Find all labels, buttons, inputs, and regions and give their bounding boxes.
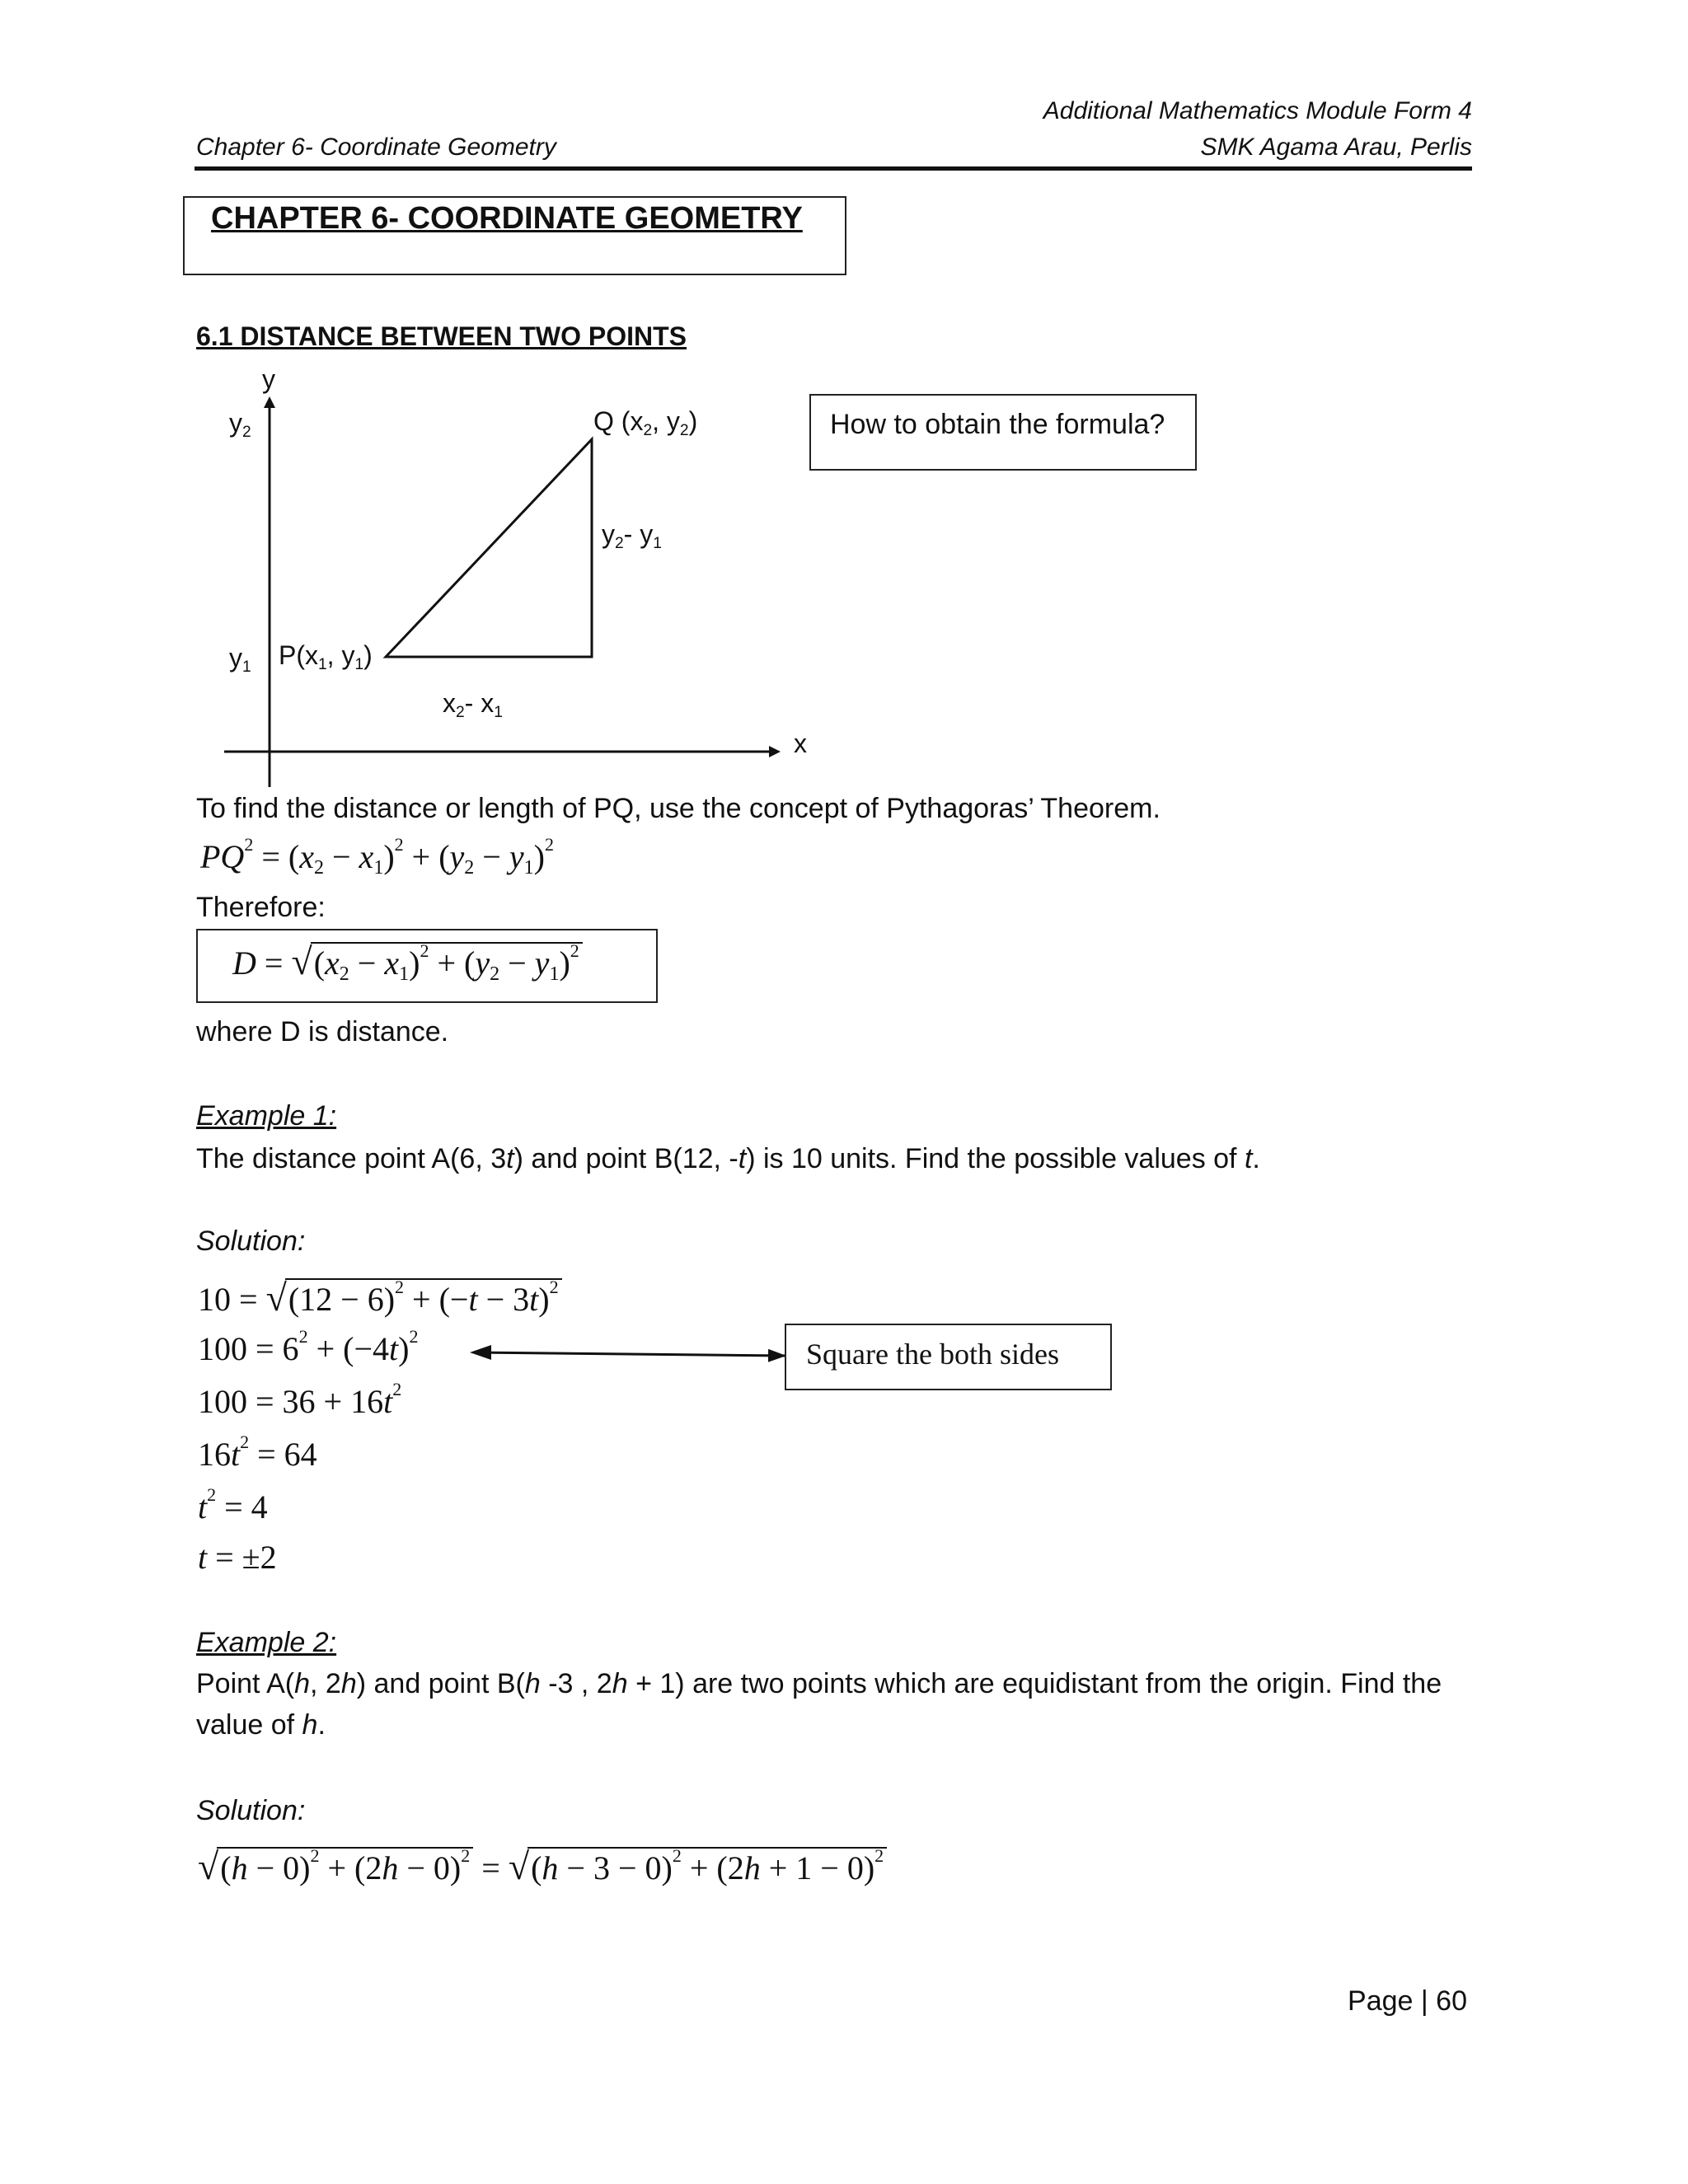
formula-question: How to obtain the formula?	[830, 409, 1165, 440]
example1-step1: $10 = √(12 - 6)^2 + (-t - 3t)^2$	[198, 1276, 562, 1319]
point-p-label: $P(x_1$, $y_1$)	[279, 640, 373, 673]
pq-squared-formula: $PQ^2 = (x_2 - x_1)^2 + (y_2 - y_1)^2$	[200, 834, 554, 879]
example2-label: Example 2:	[196, 1627, 337, 1658]
point-q-label: Q ($x_2$, $y_2$)	[593, 406, 698, 439]
example2-solution-label: Solution:	[196, 1795, 306, 1826]
y-axis-label: y	[262, 364, 275, 394]
example1-step5: $t^2 = 4$	[198, 1484, 268, 1526]
school-name: SMK Agama Arau, Perlis	[1200, 134, 1472, 161]
x-axis-label: x	[794, 729, 807, 758]
page-number: Page | 60	[1348, 1985, 1467, 2017]
note-text: Square the both sides	[806, 1338, 1059, 1371]
example1-step4: $16t^2 = 64$	[198, 1432, 317, 1473]
therefore-text: Therefore:	[196, 892, 326, 923]
module-title: Additional Mathematics Module Form 4	[1043, 97, 1472, 124]
dy-label: $y_2-$ $y_1$	[602, 519, 662, 552]
example1-label: Example 1:	[196, 1100, 337, 1132]
example1-step3: $100 = 36 + 16t^2$	[198, 1379, 402, 1420]
example1-question: The distance point A(6, 3t) and point B(12, -t) is 10 units. Find the possible values of t.	[196, 1143, 1260, 1174]
example2-question-line1: Point A(h, 2h) and point B(h -3 , 2h + 1) are two points which are equidistant from the origin. Find the	[196, 1668, 1442, 1699]
example2-question-line2: value of h.	[196, 1709, 326, 1741]
dx-label: $x_2-$ $x_1$	[443, 688, 503, 721]
example2-equation: $√(h - 0)^2 + (2h - 0)^2 = √(h - 3 - 0)^2 + (2h + 1 - 0)^2$	[198, 1844, 887, 1888]
example1-solution-label: Solution:	[196, 1226, 306, 1257]
y2-tick-label: $y_2$	[229, 408, 251, 441]
example1-step6: t = ±2	[198, 1539, 277, 1576]
distance-formula: $D = √(x_2 - x_1)^2 + (y_2 - y_1)^2$	[232, 940, 583, 983]
y1-tick-label: $y_1$	[229, 643, 251, 676]
where-text: where D is distance.	[196, 1016, 449, 1047]
intro-text: To find the distance or length of PQ, use the concept of Pythagoras’ Theorem.	[196, 793, 1160, 824]
example1-step2: $100 = 6^2 + (-4t)^2$	[198, 1326, 419, 1367]
section-title: 6.1 DISTANCE BETWEEN TWO POINTS	[196, 321, 687, 351]
chapter-title: CHAPTER 6- COORDINATE GEOMETRY	[211, 201, 803, 236]
chapter-header: Chapter 6- Coordinate Geometry	[196, 134, 556, 161]
